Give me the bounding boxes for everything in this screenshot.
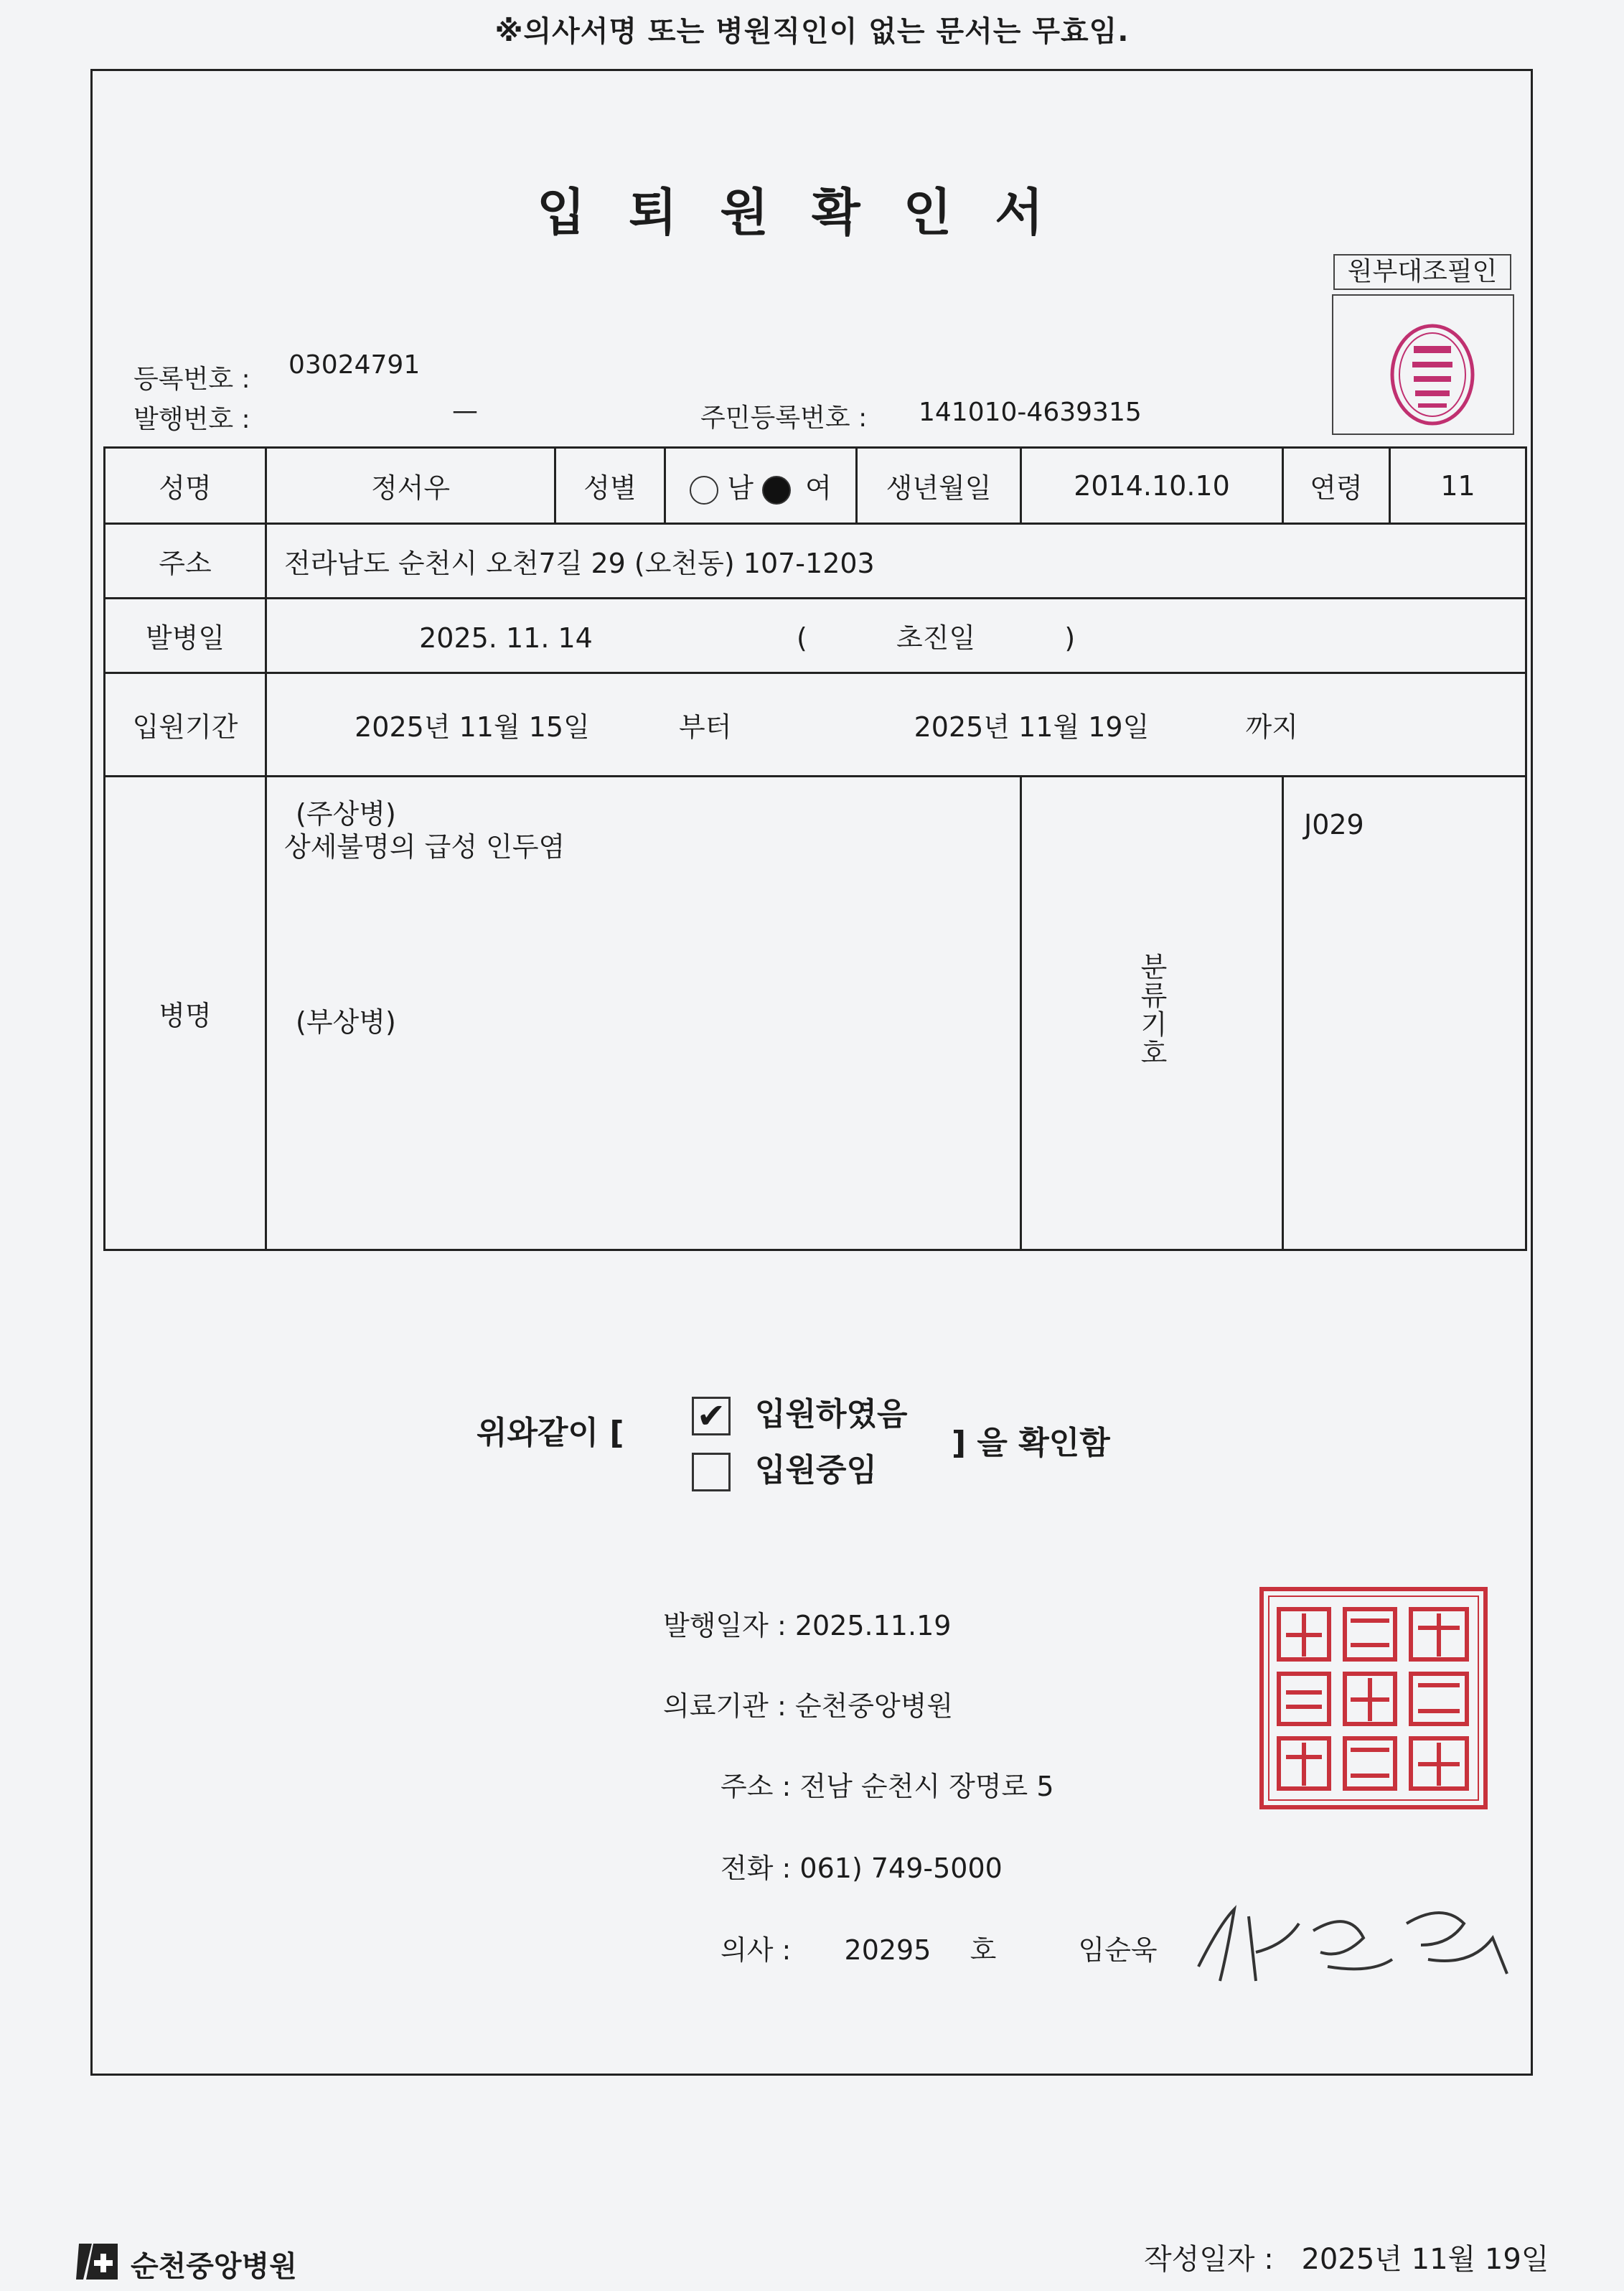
written-date-value: 2025년 11월 19일 [1301, 2243, 1549, 2276]
written-date-row: 작성일자 : 2025년 11월 19일 [1144, 2243, 1549, 2276]
doctor-signature-icon [1177, 1880, 1536, 2002]
issuer-address-label: 주소 [721, 1771, 774, 1802]
diagnosis-label: 병명 [105, 777, 266, 1250]
code-value: J029 [1283, 777, 1526, 1250]
inpatient-checkbox [692, 1453, 731, 1491]
code-label: 분류기호 [1135, 952, 1168, 1067]
diagnosis-cell [266, 777, 1021, 1250]
issuer-address-row: 주소 : 전남 순천시 장명로 5 [721, 1771, 1054, 1802]
issue-date-row: 발행일자 : 2025.11.19 [663, 1610, 952, 1641]
inpatient-label: 입원중임 [755, 1452, 878, 1489]
sub-diagnosis-label: (부상병) [296, 1006, 396, 1038]
age-label: 연령 [1283, 448, 1390, 524]
issue-no-value: — [452, 396, 478, 426]
issue-date-value: 2025.11.19 [794, 1610, 952, 1641]
main-diagnosis-label: (주상병) [296, 798, 396, 830]
female-radio-icon [762, 476, 791, 505]
written-date-label: 작성일자 [1144, 2243, 1255, 2276]
onset-paren-close: ) [1064, 622, 1076, 654]
doctor-license-ho: 호 [970, 1934, 997, 1966]
name-label: 성명 [105, 448, 266, 524]
issue-no-label: 발행번호 : [133, 405, 250, 434]
invalid-notice: ※의사서명 또는 병원직인이 없는 문서는 무효임. [494, 15, 1130, 48]
onset-row [266, 599, 1526, 673]
gender-options [665, 448, 857, 524]
document-title: 입퇴원확인서 [537, 183, 1086, 242]
issuer-address-value: 전남 순천시 장명로 5 [799, 1771, 1054, 1802]
confirm-option-inpatient [692, 1444, 877, 1491]
institution-value: 순천중앙병원 [794, 1690, 954, 1722]
onset-value: 2025. 11. 14 [419, 622, 593, 654]
birth-value: 2014.10.10 [1021, 448, 1283, 524]
phone-label: 전화 [721, 1852, 774, 1884]
admitted-checkbox: ✔ [692, 1397, 731, 1435]
institution-row: 의료기관 : 순천중앙병원 [663, 1690, 954, 1722]
address-value: 전라남도 순천시 오천7길 29 (오천동) 107-1203 [266, 524, 1526, 599]
resident-id-label: 주민등록번호 : [700, 403, 868, 433]
footer-hospital-name: 순천중앙병원 [131, 2250, 297, 2283]
admitted-label: 입원하였음 [755, 1396, 908, 1433]
male-radio-icon [690, 476, 718, 505]
doctor-row: 의사 : 20295 호 임순욱 [721, 1934, 1158, 1966]
institution-label: 의료기관 [663, 1690, 769, 1722]
male-label: 남 [727, 472, 754, 504]
admission-from: 2025년 11월 15일 [355, 711, 590, 743]
admission-row [266, 673, 1526, 777]
birth-label: 생년월일 [857, 448, 1021, 524]
age-value: 11 [1390, 448, 1526, 524]
name-value: 정서우 [266, 448, 555, 524]
admission-to-suffix: 까지 [1245, 711, 1298, 743]
admission-from-suffix: 부터 [678, 711, 732, 743]
gender-label: 성별 [555, 448, 665, 524]
doctor-label: 의사 [721, 1934, 774, 1966]
onset-note: 초진일 [896, 622, 976, 654]
confirm-prefix: 위와같이 [ [477, 1415, 624, 1451]
address-label: 주소 [105, 524, 266, 599]
onset-label: 발병일 [105, 599, 266, 673]
seal-box-label: 원부대조필인 [1333, 254, 1511, 290]
admission-label: 입원기간 [105, 673, 266, 777]
hospital-seal-icon [1257, 1585, 1490, 1812]
onset-paren-open: ( [797, 622, 807, 654]
hospital-logo-icon [76, 2238, 121, 2282]
original-check-seal-box [1332, 294, 1514, 435]
admission-to: 2025년 11월 19일 [914, 711, 1150, 743]
registration-value: 03024791 [288, 350, 421, 380]
info-table [103, 446, 1527, 1251]
doctor-license-no: 20295 [844, 1934, 931, 1966]
code-label-cell [1021, 777, 1283, 1250]
resident-id-value: 141010-4639315 [919, 398, 1142, 427]
female-label: 여 [805, 472, 832, 504]
phone-row: 전화 : 061) 749-5000 [721, 1852, 1003, 1884]
confirm-suffix: ] 을 확인함 [952, 1425, 1110, 1461]
confirm-option-admitted [692, 1388, 908, 1435]
issue-date-label: 발행일자 [663, 1610, 769, 1641]
registration-label: 등록번호 : [133, 365, 250, 394]
main-diagnosis-value: 상세불명의 급성 인두염 [284, 831, 565, 863]
phone-value: 061) 749-5000 [799, 1852, 1003, 1884]
doctor-name: 임순욱 [1078, 1934, 1158, 1966]
original-check-seal-icon [1333, 296, 1513, 434]
